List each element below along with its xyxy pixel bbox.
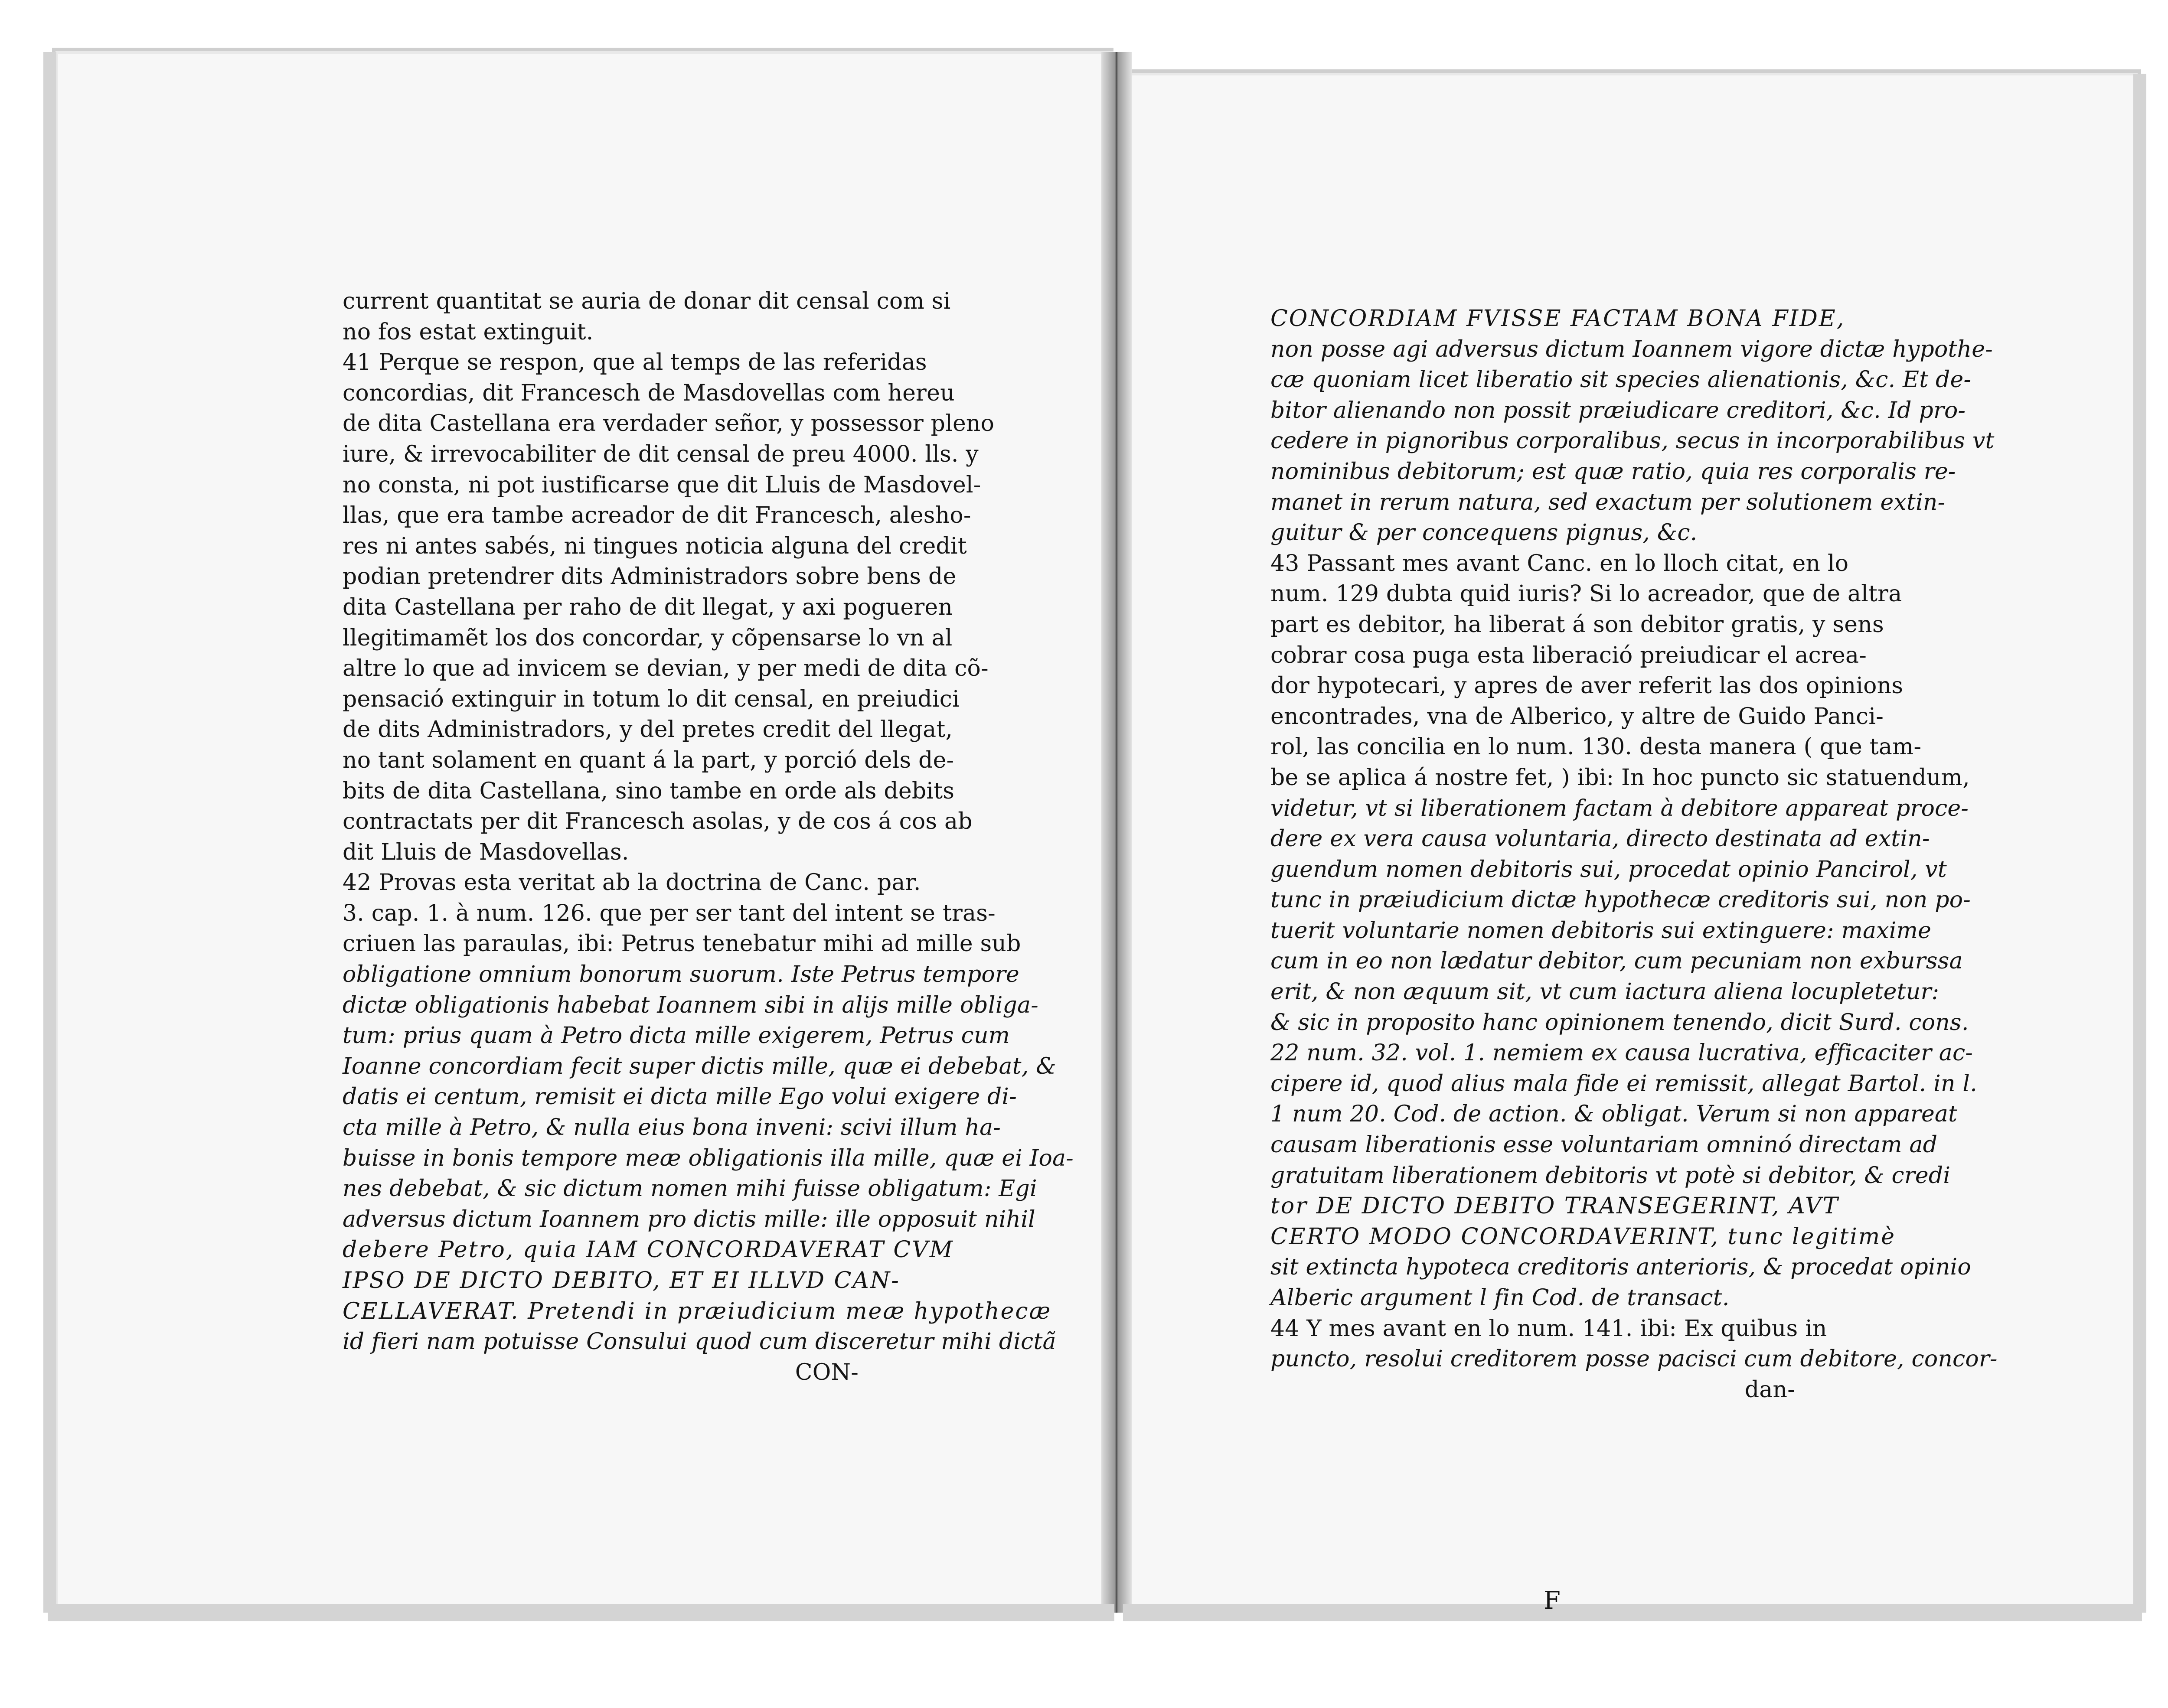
- text-line: cæ quoniam licet liberatio sit species alienationis, &c. Et de-: [1270, 367, 1972, 393]
- text-line: no tant solament en quant á la part, y porció dels de-: [343, 747, 954, 773]
- text-line: guendum nomen debitoris sui, procedat opinio Pancirol, vt: [1270, 856, 1947, 883]
- text-line: 42 Provas esta veritat ab la doctrina de Canc. par.: [343, 870, 921, 896]
- text-line: Ioanne concordiam fecit super dictis mille, quæ ei debebat, &: [343, 1053, 1056, 1079]
- text-line: manet in rerum natura, sed exactum per solutionem extin-: [1270, 489, 1946, 515]
- text-line: 44 Y mes avant en lo num. 141. ibi: Ex quibus in: [1270, 1315, 1827, 1342]
- book-gutter: [1101, 52, 1132, 1613]
- text-line: datis ei centum, remisit ei dicta mille Ego volui exigere di-: [343, 1084, 1017, 1110]
- text-line: tum: prius quam à Petro dicta mille exigerem, Petrus cum: [343, 1023, 1010, 1049]
- text-line: 41 Perque se respon, que al temps de las referidas: [343, 349, 927, 376]
- text-line: part es debitor, ha liberat á son debitor gratis, y sens: [1270, 611, 1884, 638]
- text-line: causam liberationis esse voluntariam omninó directam ad: [1270, 1132, 1938, 1158]
- text-line: nes debebat, & sic dictum nomen mihi fuisse obligatum: Egi: [343, 1176, 1037, 1202]
- text-line: obligatione omnium bonorum suorum. Iste Petrus tempore: [343, 962, 1019, 988]
- text-line: tuerit voluntarie nomen debitoris sui extinguere: maxime: [1270, 917, 1932, 944]
- text-line: be se aplica á nostre fet, ) ibi: In hoc puncto sic statuendum,: [1270, 764, 1970, 791]
- text-line: cipere id, quod alius mala fide ei remissit, allegat Bartol. in l.: [1270, 1070, 1977, 1097]
- text-line: 3. cap. 1. à num. 126. que per ser tant del intent se tras-: [343, 900, 996, 926]
- text-line: current quantitat se auria de donar dit censal com si: [343, 288, 951, 314]
- text-line: non posse agi adversus dictum Ioannem vigore dictæ hypothe-: [1270, 336, 1993, 362]
- text-line: iure, & irrevocabiliter de dit censal de preu 4000. lls. y: [343, 441, 979, 467]
- text-line: de dita Castellana era verdader señor, y possessor pleno: [343, 411, 995, 437]
- left-page-text: [343, 286, 1074, 1388]
- text-line: 1 num 20. Cod. de action. & obligat. Verum si non appareat: [1270, 1101, 1958, 1128]
- text-line: dan-: [1744, 1376, 1795, 1403]
- text-line: encontrades, vna de Alberico, y altre de Guido Panci-: [1270, 703, 1884, 730]
- text-line: buisse in bonis tempore meæ obligationis illa mille, quæ ei Ioa-: [343, 1145, 1074, 1171]
- text-line: dor hypotecari, y apres de aver referit las dos opinions: [1270, 673, 1904, 699]
- text-line: nominibus debitorum; est quæ ratio, quia res corporalis re-: [1270, 458, 1956, 485]
- page-edge-right-side: [2133, 74, 2146, 1613]
- text-line: criuen las paraulas, ibi: Petrus tenebatur mihi ad mille sub: [343, 931, 1021, 957]
- text-line: altre lo que ad invicem se devian, y per medi de dita cõ-: [343, 655, 989, 682]
- text-line: llegitimamẽt los dos concordar, y cõpensarse lo vn al: [343, 625, 953, 651]
- text-line: 43 Passant mes avant Canc. en lo lloch citat, en lo: [1270, 550, 1849, 577]
- text-line: 22 num. 32. vol. 1. nemiem ex causa lucrativa, efficaciter ac-: [1270, 1040, 1973, 1066]
- text-line: IPSO DE DICTO DEBITO, ET EI ILLVD CAN-: [343, 1268, 900, 1294]
- text-line: no consta, ni pot iustificarse que dit Lluis de Masdovel-: [343, 472, 981, 498]
- text-line: contractats per dit Francesch asolas, y de cos á cos ab: [343, 808, 973, 835]
- text-line: puncto, resolui creditorem posse pacisci cum debitore, concor-: [1270, 1346, 1998, 1372]
- text-line: & sic in proposito hanc opinionem tenendo, dicit Surd. cons.: [1270, 1009, 1969, 1036]
- text-line: erit, & non æquum sit, vt cum iactura aliena locupletetur:: [1270, 979, 1939, 1005]
- text-line: Alberic argument l fin Cod. de transact.: [1270, 1285, 1730, 1311]
- text-line: pensació extinguir in totum lo dit censal, en preiudici: [343, 686, 960, 712]
- text-line: cta mille à Petro, & nulla eius bona inveni: scivi illum ha-: [343, 1115, 1001, 1141]
- text-line: guitur & per concequens pignus, &c.: [1270, 520, 1698, 546]
- text-line: cedere in pignoribus corporalibus, secus in incorporabilibus vt: [1270, 428, 1995, 454]
- text-line: dere ex vera causa voluntaria, directo destinata ad extin-: [1270, 826, 1930, 852]
- text-line: adversus dictum Ioannem pro dictis mille: ille opposuit nihil: [343, 1206, 1035, 1232]
- signature-mark: F: [1544, 1587, 1561, 1615]
- text-line: bits de dita Castellana, sino tambe en orde als debits: [343, 778, 955, 804]
- page-edge-right-bottom: [1123, 1604, 2142, 1621]
- text-line: dictæ obligationis habebat Ioannem sibi in alijs mille obliga-: [343, 992, 1039, 1018]
- text-line: llas, que era tambe acreador de dit Francesch, alesho-: [343, 502, 971, 529]
- text-line: sit extincta hypoteca creditoris anterioris, & procedat opinio: [1270, 1254, 1971, 1281]
- text-line: cum in eo non lædatur debitor, cum pecuniam non exburssa: [1270, 948, 1963, 975]
- text-line: CON-: [795, 1359, 859, 1385]
- text-line: bitor alienando non possit præiudicare creditori, &c. Id pro-: [1270, 397, 1966, 424]
- page-edge-left-side: [43, 52, 56, 1613]
- text-line: concordias, dit Francesch de Masdovellas com hereu: [343, 380, 955, 406]
- text-line: debere Petro, quia IAM CONCORDAVERAT CVM: [343, 1237, 954, 1263]
- text-line: gratuitam liberationem debitoris vt potè si debitor, & credi: [1270, 1162, 1951, 1189]
- text-line: dita Castellana per raho de dit llegat, y axi pogueren: [343, 594, 953, 620]
- text-line: no fos estat extinguit.: [343, 319, 594, 345]
- text-line: de dits Administradors, y del pretes credit del llegat,: [343, 717, 953, 743]
- text-line: podian pretendrer dits Administradors sobre bens de: [343, 564, 957, 590]
- text-line: videtur, vt si liberationem factam à debitore appareat proce-: [1270, 795, 1969, 821]
- page-edge-left-bottom: [48, 1604, 1114, 1621]
- text-line: rol, las concilia en lo num. 130. desta manera ( que tam-: [1270, 734, 1922, 760]
- text-line: num. 129 dubta quid iuris? Si lo acreador, que de altra: [1270, 581, 1902, 607]
- right-page-text: [1270, 303, 1998, 1405]
- text-line: tor DE DICTO DEBITO TRANSEGERINT, AVT: [1270, 1193, 1839, 1219]
- text-line: CELLAVERAT. Pretendi in præiudicium meæ hypothecæ: [343, 1298, 1052, 1324]
- text-line: cobrar cosa puga esta liberació preiudicar el acrea-: [1270, 642, 1867, 668]
- text-line: tunc in præiudicium dictæ hypothecæ creditoris sui, non po-: [1270, 887, 1971, 913]
- text-line: res ni antes sabés, ni tingues noticia alguna del credit: [343, 533, 967, 559]
- text-line: CERTO MODO CONCORDAVERINT, tunc legitimè: [1270, 1223, 1896, 1250]
- text-line: id fieri nam potuisse Consului quod cum disceretur mihi dictã: [343, 1329, 1056, 1355]
- text-line: CONCORDIAM FVISSE FACTAM BONA FIDE,: [1270, 306, 1845, 332]
- text-line: dit Lluis de Masdovellas.: [343, 839, 629, 865]
